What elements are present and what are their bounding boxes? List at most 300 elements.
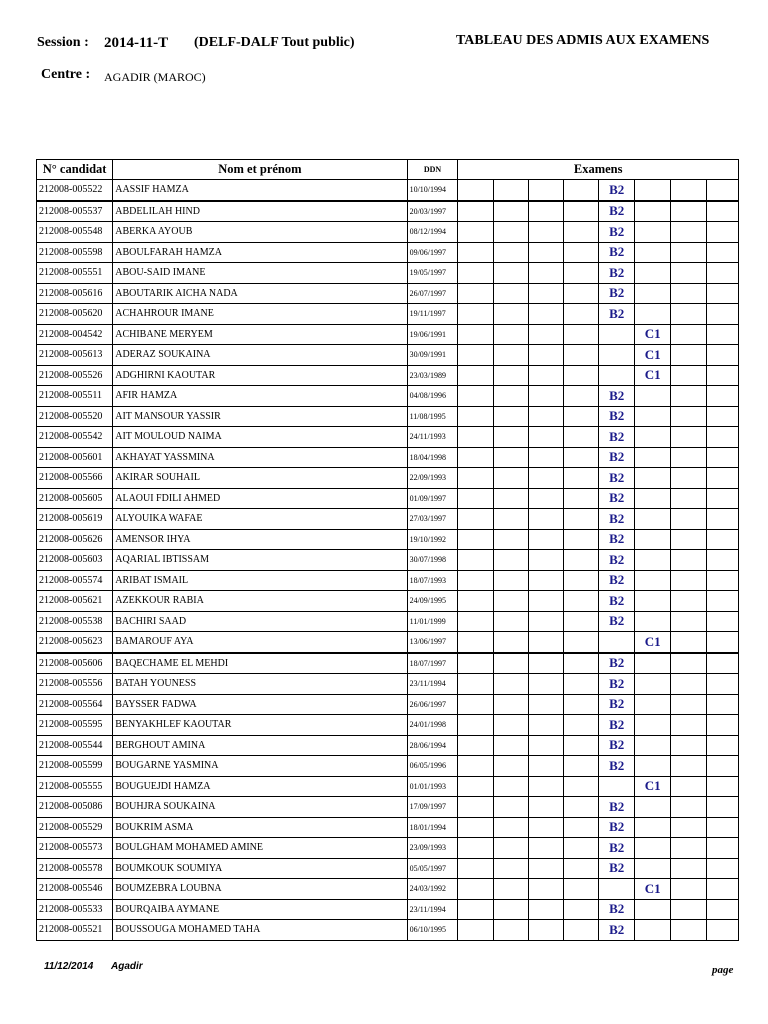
- exam-cell-c1: [635, 838, 671, 859]
- exam-cell-empty: [529, 222, 564, 243]
- exam-cell-empty: [564, 735, 599, 756]
- table-row: [37, 345, 739, 366]
- exam-cell-empty: [707, 447, 739, 468]
- candidate-ddn: 19/05/1997: [407, 263, 458, 284]
- exam-cell-b2: B2: [599, 386, 635, 407]
- exam-cell-empty: [671, 242, 707, 263]
- exam-cell-empty: [707, 201, 739, 222]
- exam-cell-b2: B2: [599, 735, 635, 756]
- exam-cell-empty: [707, 715, 739, 736]
- exam-cell-empty: [707, 550, 739, 571]
- exam-cell-empty: [707, 632, 739, 653]
- exam-cell-empty: [494, 920, 529, 941]
- exam-cell-b2: B2: [599, 797, 635, 818]
- candidate-ddn: 11/08/1995: [407, 406, 458, 427]
- exam-cell-empty: [494, 611, 529, 632]
- exam-cell-empty: [707, 180, 739, 201]
- exam-cell-empty: [529, 242, 564, 263]
- exam-cell-empty: [671, 488, 707, 509]
- exam-cell-empty: [707, 509, 739, 530]
- candidate-ddn: 01/09/1997: [407, 488, 458, 509]
- candidate-name: AMENSOR IHYA: [113, 529, 407, 550]
- page-title: TABLEAU DES ADMIS AUX EXAMENS: [456, 33, 710, 48]
- candidate-ddn: 01/01/1993: [407, 776, 458, 797]
- exam-cell-empty: [564, 488, 599, 509]
- exam-cell-b2: B2: [599, 611, 635, 632]
- exam-cell-empty: [671, 509, 707, 530]
- exam-cell-empty: [564, 797, 599, 818]
- exam-cell-c1: C1: [635, 879, 671, 900]
- table-row: [37, 817, 739, 838]
- candidate-name: ABERKA AYOUB: [113, 222, 407, 243]
- table-row: [37, 365, 739, 386]
- exam-cell-c1: [635, 735, 671, 756]
- exam-cell-empty: [564, 591, 599, 612]
- exam-cell-b2: B2: [599, 920, 635, 941]
- exam-cell-empty: [707, 283, 739, 304]
- session-type: (DELF-DALF Tout public): [194, 35, 355, 50]
- exam-cell-empty: [494, 591, 529, 612]
- candidate-ddn: 24/09/1995: [407, 591, 458, 612]
- exam-cell-c1: [635, 304, 671, 325]
- exam-cell-c1: C1: [635, 324, 671, 345]
- exam-cell-empty: [671, 797, 707, 818]
- exam-cell-c1: [635, 283, 671, 304]
- candidate-name: ABOUTARIK AICHA NADA: [113, 283, 407, 304]
- exam-cell-empty: [529, 304, 564, 325]
- exam-cell-empty: [494, 304, 529, 325]
- exam-cell-c1: [635, 715, 671, 736]
- table-row: [37, 653, 739, 674]
- exam-cell-b2: B2: [599, 201, 635, 222]
- exam-cell-empty: [494, 345, 529, 366]
- table-row: [37, 406, 739, 427]
- table-row: [37, 674, 739, 695]
- exam-cell-empty: [707, 365, 739, 386]
- exam-cell-empty: [671, 222, 707, 243]
- exam-cell-c1: [635, 653, 671, 674]
- exam-cell-empty: [671, 715, 707, 736]
- exam-cell-empty: [671, 550, 707, 571]
- candidate-ddn: 22/09/1993: [407, 468, 458, 489]
- exam-cell-empty: [494, 674, 529, 695]
- exam-cell-empty: [529, 632, 564, 653]
- candidate-id: 212008-005574: [37, 570, 113, 591]
- exam-cell-empty: [458, 776, 494, 797]
- exam-cell-empty: [458, 899, 494, 920]
- exam-cell-b2: B2: [599, 817, 635, 838]
- candidate-name: BOUSSOUGA MOHAMED TAHA: [113, 920, 407, 941]
- exam-cell-empty: [458, 242, 494, 263]
- exam-cell-empty: [671, 920, 707, 941]
- exam-cell-empty: [458, 180, 494, 201]
- table-row: [37, 899, 739, 920]
- candidate-name: ABOU-SAID IMANE: [113, 263, 407, 284]
- exam-cell-empty: [671, 201, 707, 222]
- exam-cell-empty: [529, 427, 564, 448]
- exam-cell-empty: [564, 529, 599, 550]
- candidate-id: 212008-005533: [37, 899, 113, 920]
- exam-cell-empty: [494, 488, 529, 509]
- exam-cell-empty: [707, 529, 739, 550]
- candidate-id: 212008-005511: [37, 386, 113, 407]
- exam-cell-empty: [529, 591, 564, 612]
- table-row: [37, 488, 739, 509]
- exam-cell-empty: [564, 570, 599, 591]
- exam-cell-empty: [458, 858, 494, 879]
- candidate-name: BATAH YOUNESS: [113, 674, 407, 695]
- candidate-ddn: 19/11/1997: [407, 304, 458, 325]
- exam-cell-b2: B2: [599, 468, 635, 489]
- candidate-ddn: 30/09/1991: [407, 345, 458, 366]
- exam-cell-empty: [671, 694, 707, 715]
- exam-cell-empty: [671, 570, 707, 591]
- exam-cell-empty: [564, 304, 599, 325]
- exam-cell-c1: C1: [635, 365, 671, 386]
- table-row: [37, 611, 739, 632]
- exam-cell-empty: [458, 838, 494, 859]
- exam-cell-empty: [494, 365, 529, 386]
- candidate-name: BOURQAIBA AYMANE: [113, 899, 407, 920]
- exam-cell-empty: [529, 570, 564, 591]
- candidate-ddn: 10/10/1994: [407, 180, 458, 201]
- candidate-ddn: 28/06/1994: [407, 735, 458, 756]
- exam-cell-empty: [707, 797, 739, 818]
- exam-cell-empty: [458, 817, 494, 838]
- exam-cell-c1: [635, 447, 671, 468]
- exam-cell-empty: [494, 715, 529, 736]
- exam-cell-empty: [529, 920, 564, 941]
- exam-cell-b2: B2: [599, 653, 635, 674]
- candidate-ddn: 26/07/1997: [407, 283, 458, 304]
- table-row: [37, 591, 739, 612]
- exam-cell-b2: B2: [599, 715, 635, 736]
- table-row: [37, 509, 739, 530]
- exam-cell-c1: [635, 694, 671, 715]
- exam-cell-empty: [494, 324, 529, 345]
- exam-cell-empty: [564, 406, 599, 427]
- exam-cell-empty: [458, 447, 494, 468]
- table-row: [37, 879, 739, 900]
- candidate-ddn: 23/09/1993: [407, 838, 458, 859]
- exam-cell-empty: [564, 427, 599, 448]
- exam-cell-empty: [494, 653, 529, 674]
- candidate-ddn: 04/08/1996: [407, 386, 458, 407]
- exam-cell-empty: [458, 591, 494, 612]
- exam-cell-b2: B2: [599, 488, 635, 509]
- candidate-id: 212008-005621: [37, 591, 113, 612]
- session-label: Session :: [37, 35, 89, 50]
- candidate-ddn: 05/05/1997: [407, 858, 458, 879]
- candidate-id: 212008-005521: [37, 920, 113, 941]
- exam-cell-empty: [494, 386, 529, 407]
- exam-cell-empty: [671, 263, 707, 284]
- exam-cell-empty: [494, 222, 529, 243]
- exam-cell-empty: [529, 365, 564, 386]
- exam-cell-empty: [494, 776, 529, 797]
- exam-cell-empty: [707, 611, 739, 632]
- candidate-id: 212008-005564: [37, 694, 113, 715]
- exam-cell-empty: [707, 694, 739, 715]
- table-row: [37, 550, 739, 571]
- exam-cell-empty: [707, 756, 739, 777]
- exam-cell-empty: [458, 632, 494, 653]
- exam-cell-empty: [707, 653, 739, 674]
- table-row: [37, 263, 739, 284]
- exam-cell-c1: [635, 817, 671, 838]
- exam-cell-empty: [564, 386, 599, 407]
- exam-cell-empty: [671, 817, 707, 838]
- candidate-ddn: 06/10/1995: [407, 920, 458, 941]
- exam-cell-empty: [494, 180, 529, 201]
- table-row: [37, 715, 739, 736]
- candidate-name: ALAOUI FDILI AHMED: [113, 488, 407, 509]
- exam-cell-empty: [564, 283, 599, 304]
- exam-cell-empty: [671, 899, 707, 920]
- centre-label: Centre :: [41, 67, 91, 82]
- candidate-ddn: 18/07/1997: [407, 653, 458, 674]
- exam-cell-empty: [671, 406, 707, 427]
- exam-cell-empty: [458, 715, 494, 736]
- table-row: [37, 632, 739, 653]
- exam-cell-empty: [458, 570, 494, 591]
- exam-cell-empty: [458, 468, 494, 489]
- exam-cell-c1: [635, 488, 671, 509]
- candidate-id: 212008-005599: [37, 756, 113, 777]
- exam-cell-empty: [458, 674, 494, 695]
- exam-cell-empty: [494, 899, 529, 920]
- exam-cell-b2: B2: [599, 858, 635, 879]
- exam-cell-empty: [671, 283, 707, 304]
- exam-cell-b2: B2: [599, 304, 635, 325]
- candidate-ddn: 23/11/1994: [407, 674, 458, 695]
- exam-cell-empty: [529, 386, 564, 407]
- candidate-ddn: 08/12/1994: [407, 222, 458, 243]
- candidate-id: 212008-005538: [37, 611, 113, 632]
- candidate-id: 212008-005613: [37, 345, 113, 366]
- candidate-id: 212008-005551: [37, 263, 113, 284]
- candidate-name: ALYOUIKA WAFAE: [113, 509, 407, 530]
- table-row: [37, 797, 739, 818]
- exam-cell-c1: [635, 570, 671, 591]
- exam-cell-empty: [671, 386, 707, 407]
- exam-cell-empty: [671, 447, 707, 468]
- table-row: [37, 324, 739, 345]
- exam-cell-empty: [529, 797, 564, 818]
- exam-cell-empty: [494, 427, 529, 448]
- exam-cell-empty: [529, 653, 564, 674]
- exam-cell-b2: B2: [599, 591, 635, 612]
- exam-cell-empty: [671, 304, 707, 325]
- exam-cell-b2: B2: [599, 406, 635, 427]
- exam-cell-empty: [707, 386, 739, 407]
- exam-cell-empty: [707, 735, 739, 756]
- exam-cell-empty: [671, 632, 707, 653]
- exam-cell-c1: [635, 529, 671, 550]
- exam-cell-empty: [564, 324, 599, 345]
- candidate-ddn: 18/07/1993: [407, 570, 458, 591]
- candidate-name: BOUKRIM ASMA: [113, 817, 407, 838]
- exam-cell-empty: [529, 201, 564, 222]
- exam-cell-b2: [599, 776, 635, 797]
- candidate-id: 212008-005573: [37, 838, 113, 859]
- exam-cell-empty: [458, 879, 494, 900]
- exam-cell-empty: [671, 653, 707, 674]
- exam-cell-b2: [599, 632, 635, 653]
- exam-cell-empty: [707, 838, 739, 859]
- col-exams-header: Examens: [458, 160, 739, 180]
- footer-date: 11/12/2014: [44, 961, 94, 972]
- exam-cell-empty: [707, 488, 739, 509]
- exam-cell-empty: [707, 242, 739, 263]
- table-header-row: [37, 160, 739, 180]
- exam-cell-empty: [494, 529, 529, 550]
- exam-cell-empty: [564, 715, 599, 736]
- exam-cell-empty: [529, 756, 564, 777]
- exam-cell-c1: [635, 797, 671, 818]
- candidate-id: 212008-005522: [37, 180, 113, 201]
- table-row: [37, 756, 739, 777]
- exam-cell-empty: [458, 304, 494, 325]
- candidate-id: 212008-005546: [37, 879, 113, 900]
- exam-cell-empty: [494, 550, 529, 571]
- exam-cell-empty: [529, 180, 564, 201]
- exam-cell-empty: [529, 817, 564, 838]
- exam-cell-c1: [635, 509, 671, 530]
- candidate-id: 212008-005623: [37, 632, 113, 653]
- table-row: [37, 283, 739, 304]
- candidate-id: 212008-005626: [37, 529, 113, 550]
- exam-cell-empty: [494, 797, 529, 818]
- exam-cell-empty: [529, 550, 564, 571]
- candidate-id: 212008-005529: [37, 817, 113, 838]
- exam-cell-empty: [529, 879, 564, 900]
- exam-cell-empty: [494, 570, 529, 591]
- exam-cell-empty: [671, 345, 707, 366]
- footer-page-label: page: [712, 964, 734, 976]
- candidate-ddn: 24/03/1992: [407, 879, 458, 900]
- exam-cell-empty: [564, 879, 599, 900]
- exam-cell-empty: [707, 304, 739, 325]
- exam-cell-c1: [635, 201, 671, 222]
- exam-cell-empty: [494, 447, 529, 468]
- exam-cell-b2: B2: [599, 529, 635, 550]
- exam-cell-empty: [564, 838, 599, 859]
- exam-cell-empty: [671, 674, 707, 695]
- exam-cell-empty: [529, 735, 564, 756]
- exam-cell-empty: [458, 694, 494, 715]
- candidate-name: ADGHIRNI KAOUTAR: [113, 365, 407, 386]
- candidate-name: AKHAYAT YASSMINA: [113, 447, 407, 468]
- centre-value: AGADIR (MAROC): [104, 70, 206, 84]
- candidate-id: 212008-005556: [37, 674, 113, 695]
- table-row: [37, 222, 739, 243]
- exam-cell-empty: [494, 509, 529, 530]
- candidate-name: BOUGARNE YASMINA: [113, 756, 407, 777]
- exam-cell-empty: [458, 365, 494, 386]
- exam-cell-empty: [564, 920, 599, 941]
- exam-cell-empty: [458, 735, 494, 756]
- exam-cell-b2: B2: [599, 694, 635, 715]
- candidate-name: AIT MOULOUD NAIMA: [113, 427, 407, 448]
- exam-cell-empty: [529, 509, 564, 530]
- candidate-name: BERGHOUT AMINA: [113, 735, 407, 756]
- exam-cell-b2: B2: [599, 899, 635, 920]
- candidate-name: BENYAKHLEF KAOUTAR: [113, 715, 407, 736]
- exam-cell-empty: [494, 694, 529, 715]
- table-row: [37, 735, 739, 756]
- exam-cell-empty: [458, 345, 494, 366]
- candidate-name: BOUHJRA SOUKAINA: [113, 797, 407, 818]
- exam-cell-c1: [635, 611, 671, 632]
- exam-cell-empty: [494, 632, 529, 653]
- candidate-ddn: 13/06/1997: [407, 632, 458, 653]
- exam-cell-empty: [564, 365, 599, 386]
- exam-cell-c1: C1: [635, 776, 671, 797]
- exam-cell-c1: [635, 406, 671, 427]
- exam-cell-c1: [635, 591, 671, 612]
- exam-cell-empty: [671, 776, 707, 797]
- exam-cell-c1: [635, 756, 671, 777]
- exam-cell-empty: [458, 550, 494, 571]
- exam-cell-empty: [458, 324, 494, 345]
- exam-cell-empty: [458, 920, 494, 941]
- exam-cell-empty: [494, 283, 529, 304]
- exam-cell-empty: [564, 345, 599, 366]
- exam-cell-b2: B2: [599, 509, 635, 530]
- exam-cell-empty: [707, 591, 739, 612]
- exam-cell-empty: [671, 735, 707, 756]
- table-row: [37, 427, 739, 448]
- exam-cell-b2: B2: [599, 756, 635, 777]
- exam-cell-c1: [635, 674, 671, 695]
- exam-cell-empty: [564, 817, 599, 838]
- exam-cell-empty: [671, 324, 707, 345]
- exam-cell-empty: [529, 529, 564, 550]
- exam-cell-b2: [599, 879, 635, 900]
- candidate-name: BAQECHAME EL MEHDI: [113, 653, 407, 674]
- candidate-id: 212008-005520: [37, 406, 113, 427]
- exam-cell-c1: [635, 427, 671, 448]
- exam-cell-empty: [494, 406, 529, 427]
- candidate-name: ABOULFARAH HAMZA: [113, 242, 407, 263]
- candidate-ddn: 19/06/1991: [407, 324, 458, 345]
- exam-cell-empty: [529, 324, 564, 345]
- exam-cell-empty: [494, 242, 529, 263]
- exam-cell-empty: [564, 858, 599, 879]
- footer-place: Agadir: [111, 961, 143, 972]
- candidate-name: ADERAZ SOUKAINA: [113, 345, 407, 366]
- candidate-id: 212008-005598: [37, 242, 113, 263]
- candidate-name: BOUMZEBRA LOUBNA: [113, 879, 407, 900]
- candidate-id: 212008-005526: [37, 365, 113, 386]
- exam-cell-empty: [529, 283, 564, 304]
- exam-cell-b2: B2: [599, 550, 635, 571]
- exam-cell-empty: [458, 283, 494, 304]
- candidate-id: 212008-005555: [37, 776, 113, 797]
- exam-cell-empty: [458, 653, 494, 674]
- table-row: [37, 386, 739, 407]
- exam-cell-empty: [564, 263, 599, 284]
- exam-cell-empty: [707, 468, 739, 489]
- candidate-name: AFIR HAMZA: [113, 386, 407, 407]
- table-row: [37, 180, 739, 201]
- exam-cell-b2: B2: [599, 180, 635, 201]
- candidate-name: AQARIAL IBTISSAM: [113, 550, 407, 571]
- exam-cell-empty: [564, 509, 599, 530]
- exam-cell-empty: [707, 406, 739, 427]
- exam-cell-b2: B2: [599, 263, 635, 284]
